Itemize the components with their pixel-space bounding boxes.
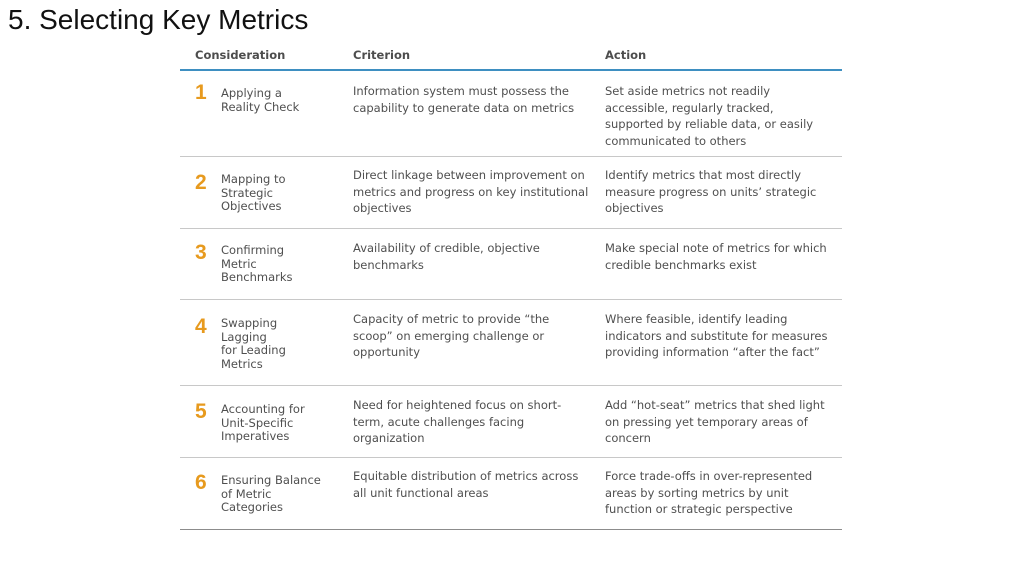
action-cell: Force trade-offs in over-represented areas by sorting metrics by unit function or strategic perspective — [605, 469, 813, 517]
table-row — [180, 386, 842, 458]
consideration-label: Accounting for Unit-Specific Imperatives — [221, 402, 305, 444]
slide-title: 5. Selecting Key Metrics — [8, 4, 309, 35]
table-row — [180, 458, 842, 530]
consideration-cell — [180, 240, 353, 285]
step-number: 5 — [195, 400, 207, 423]
action-cell: Where feasible, identify leading indicators and substitute for measures providing information “after the fact” — [605, 312, 828, 360]
criterion-cell: Capacity of metric to provide “the scoop” on emerging challenge or opportunity — [353, 312, 550, 360]
table-row — [180, 229, 842, 300]
table-row — [180, 300, 842, 386]
consideration-cell — [180, 83, 353, 114]
table-header — [180, 40, 842, 71]
consideration-label: Swapping Lagging for Leading Metrics — [221, 316, 286, 372]
action-cell: Identify metrics that most directly measure progress on units’ strategic objectives — [605, 168, 817, 216]
consideration-label: Mapping to Strategic Objectives — [221, 172, 286, 214]
action-cell: Set aside metrics not readily accessible, regularly tracked, supported by reliable data, or easily communicated to others — [605, 84, 814, 148]
consideration-label: Confirming Metric Benchmarks — [221, 243, 293, 285]
header-consideration: Consideration — [195, 47, 286, 62]
table-row — [180, 71, 842, 157]
consideration-label: Ensuring Balance of Metric Categories — [221, 473, 321, 515]
step-number: 3 — [195, 241, 207, 264]
consideration-cell — [180, 311, 353, 372]
criterion-cell: Direct linkage between improvement on metrics and progress on key institutional objectives — [353, 168, 589, 216]
metrics-table — [180, 40, 842, 530]
step-number: 1 — [195, 81, 207, 104]
step-number: 4 — [195, 315, 207, 338]
action-cell: Make special note of metrics for which credible benchmarks exist — [605, 241, 827, 272]
criterion-cell: Equitable distribution of metrics across all unit functional areas — [353, 469, 579, 500]
table-row — [180, 157, 842, 229]
step-number: 6 — [195, 471, 207, 494]
criterion-cell: Need for heightened focus on short-term, acute challenges facing organization — [353, 398, 562, 446]
consideration-cell — [180, 468, 353, 515]
consideration-cell — [180, 167, 353, 214]
consideration-label: Applying a Reality Check — [221, 86, 300, 114]
criterion-cell: Information system must possess the capability to generate data on metrics — [353, 84, 575, 115]
consideration-cell — [180, 397, 353, 444]
step-number: 2 — [195, 171, 207, 194]
header-criterion: Criterion — [353, 47, 411, 62]
criterion-cell: Availability of credible, objective benchmarks — [353, 241, 540, 272]
header-action: Action — [605, 47, 647, 62]
action-cell: Add “hot-seat” metrics that shed light on pressing yet temporary areas of concern — [605, 398, 825, 446]
